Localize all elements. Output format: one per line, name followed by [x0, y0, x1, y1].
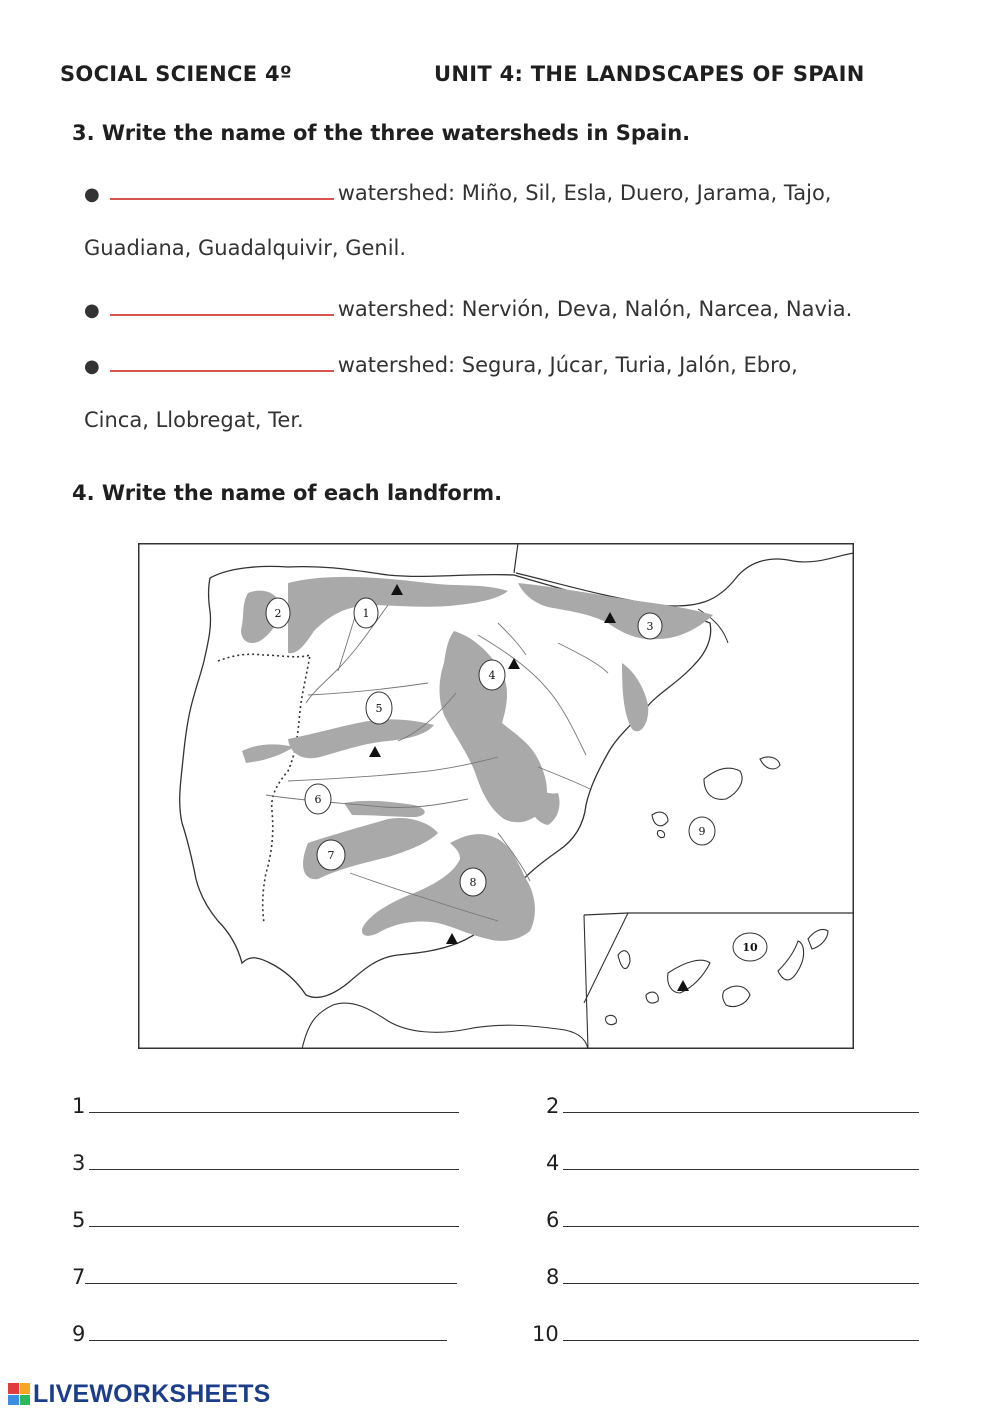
answer-line-4[interactable]	[563, 1151, 919, 1170]
map-label-8: 8	[469, 876, 477, 889]
map-label-9: 9	[698, 825, 706, 838]
watershed-item-3	[84, 350, 798, 377]
watershed-rivers-1: watershed: Miño, Sil, Esla, Duero, Jarama, Tajo,	[337, 181, 832, 205]
watershed-rivers-1-cont: Guadiana, Guadalquivir, Genil.	[84, 236, 407, 260]
answer-line-5[interactable]	[89, 1208, 459, 1227]
answer-line-2[interactable]	[563, 1094, 919, 1113]
answer-row-4	[546, 1151, 919, 1175]
subject-title: SOCIAL SCIENCE 4º	[60, 62, 293, 86]
watershed-blank-1[interactable]	[110, 178, 334, 200]
answer-number: 2	[546, 1094, 560, 1118]
map-label-6: 6	[314, 793, 322, 806]
logo-badge-icon	[8, 1383, 30, 1405]
answer-row-9	[72, 1322, 447, 1346]
map-label-2: 2	[274, 607, 282, 620]
map-label-3: 3	[646, 620, 654, 633]
question-4-title: 4. Write the name of each landform.	[72, 481, 503, 505]
answer-number: 1	[72, 1094, 86, 1118]
answer-line-7[interactable]	[85, 1265, 457, 1284]
answer-row-10	[532, 1322, 919, 1346]
map-label-4: 4	[488, 669, 496, 682]
bullet: ●	[84, 300, 100, 321]
answer-number: 6	[546, 1208, 560, 1232]
watershed-item-1	[84, 178, 831, 205]
answer-line-1[interactable]	[89, 1094, 459, 1113]
iberia-relief-map	[138, 543, 854, 1049]
watershed-rivers-3: watershed: Segura, Júcar, Turia, Jalón, Ebro,	[337, 353, 798, 377]
answer-row-2	[546, 1094, 919, 1118]
map-label-5: 5	[375, 702, 383, 715]
map-label-1: 1	[362, 607, 370, 620]
answer-row-7	[72, 1265, 457, 1289]
answer-row-8	[546, 1265, 919, 1289]
bullet: ●	[84, 184, 100, 205]
question-3-title: 3. Write the name of the three watersheds in Spain.	[72, 121, 691, 145]
answer-number: 4	[546, 1151, 560, 1175]
answer-line-3[interactable]	[89, 1151, 459, 1170]
watershed-rivers-2: watershed: Nervión, Deva, Nalón, Narcea, Navia.	[337, 297, 853, 321]
answer-line-8[interactable]	[563, 1265, 919, 1284]
answer-number: 7	[72, 1265, 86, 1289]
logo-text: LIVEWORKSHEETS	[33, 1379, 271, 1408]
answer-number: 5	[72, 1208, 86, 1232]
answer-number: 3	[72, 1151, 86, 1175]
answer-row-3	[72, 1151, 459, 1175]
liveworksheets-logo[interactable]	[8, 1381, 271, 1407]
answer-row-5	[72, 1208, 459, 1232]
map-label-10: 10	[742, 941, 758, 954]
watershed-item-2	[84, 294, 852, 321]
answer-line-9[interactable]	[89, 1322, 447, 1341]
watershed-blank-2[interactable]	[110, 294, 334, 316]
answer-line-6[interactable]	[563, 1208, 919, 1227]
watershed-rivers-3-cont: Cinca, Llobregat, Ter.	[84, 408, 304, 432]
answer-number: 10	[532, 1322, 559, 1346]
answer-number: 8	[546, 1265, 560, 1289]
unit-title: UNIT 4: THE LANDSCAPES OF SPAIN	[434, 62, 865, 86]
answer-line-10[interactable]	[563, 1322, 919, 1341]
answer-row-1	[72, 1094, 459, 1118]
map-label-7: 7	[327, 849, 335, 862]
bullet: ●	[84, 356, 100, 377]
answer-row-6	[546, 1208, 919, 1232]
answer-number: 9	[72, 1322, 86, 1346]
watershed-blank-3[interactable]	[110, 350, 334, 372]
